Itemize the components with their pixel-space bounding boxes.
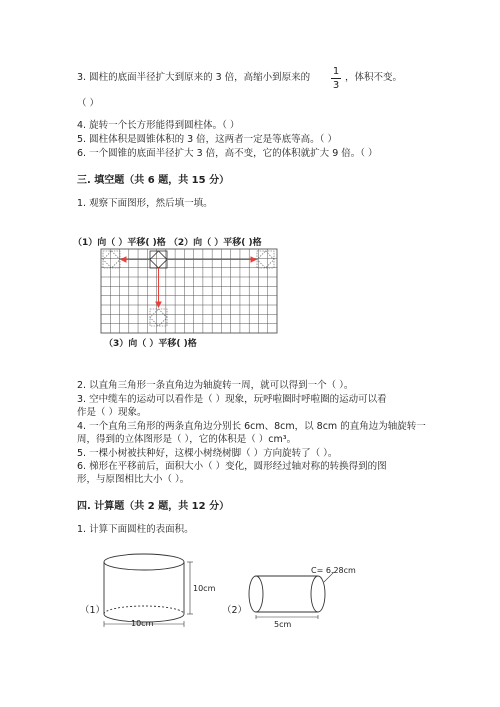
arrow-right-icon [251,257,256,262]
fill-q6-line2: 形，与原图相比大小（ ）。 [77,474,190,485]
judge-q3-part-b: ，体积不变。 [345,72,403,83]
judge-q4: 4. 旋转一个长方形能得到圆柱体。（ ） [77,120,240,131]
cylinder-figure-2 [244,568,334,620]
solid-shape-original [150,251,167,268]
fill-q5: 5. 一棵小树被扶种好，这棵小树绕树脚（ ）方向旋转了（ ）。 [77,448,338,459]
judge-q3-part-a: 3. 圆柱的底面半径扩大到原来的 3 倍，高缩小到原来的 [77,72,311,83]
calc-q1: 1. 计算下面圆柱的表面积。 [77,524,194,535]
fill-q1: 1. 观察下面图形，然后填一填。 [77,198,213,209]
section-fill-heading: 三. 填空题（共 6 题，共 15 分） [77,175,230,186]
judge-q3-answer-paren[interactable]: （ ） [77,98,100,109]
fill-q3-line2: 作是（ ）现象。 [77,407,147,418]
fig2-circumference: C= 6.28cm [311,566,356,575]
grid-label-top: （1）向（ ）平移( )格 （2）向（ ）平移( )格 [73,238,262,248]
fig1-height: 10cm [193,584,216,593]
fraction-numerator: 1 [332,66,340,77]
translation-arrows [121,257,256,307]
fill-q4-line2: 周，得到的立体图形是（ ），它的体积是（ ）cm³。 [77,434,297,445]
fill-q4-line1: 4. 一个直角三角形的两条直角边分别长 6cm、8cm，以 8cm 的直角边为轴旋转一 [77,421,426,432]
fill-q3-line1: 3. 空中缆车的运动可以看作是（ ）现象，玩呼啦圈时呼啦圈的运动可以看 [77,394,387,405]
section-calc-heading: 四. 计算题（共 2 题，共 12 分） [77,501,230,512]
dashed-shape-left [103,251,120,268]
fig1-diameter: 10cm [131,619,154,628]
fig1-label: （1） [80,605,106,616]
fraction-one-third [331,66,341,91]
judge-q3-text [77,69,310,83]
fig2-label: （2） [222,605,248,616]
arrow-left-icon [121,257,126,262]
translation-grid-figure [100,248,278,334]
fill-q6-line1: 6. 梯形在平移前后，面积大小（ ）变化，圆形经过轴对称的转换得到的图 [77,461,387,472]
judge-q6: 6. 一个圆锥的底面半径扩大 3 倍，高不变，它的体积就扩大 9 倍。（ ） [77,148,378,159]
dashed-shape-right [257,251,274,268]
fill-q2: 2. 以直角三角形一条直角边为轴旋转一周，就可以得到一个（ ）。 [77,380,354,391]
judge-q5: 5. 圆柱体积是圆锥体积的 3 倍，这两者一定是等底等高。（ ） [77,134,337,145]
fraction-bar [331,78,341,79]
fig2-length: 5cm [274,620,292,629]
fraction-denominator: 3 [332,80,340,91]
grid-label-bottom: （3）向（ ）平移( )格 [104,339,197,349]
